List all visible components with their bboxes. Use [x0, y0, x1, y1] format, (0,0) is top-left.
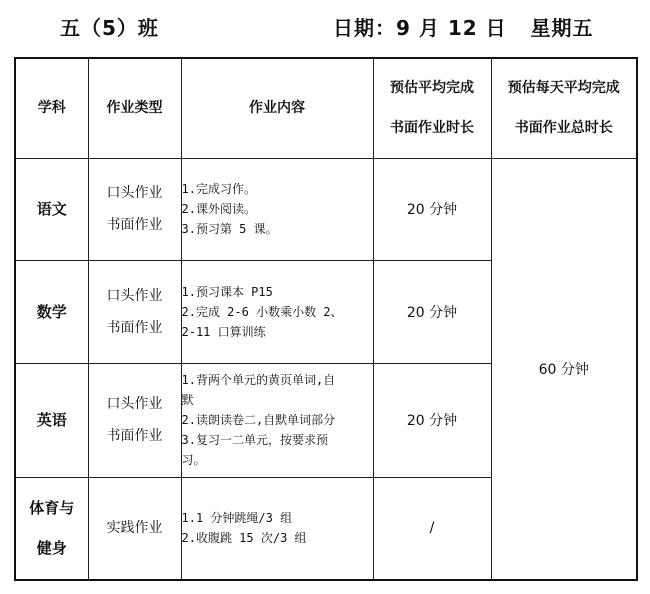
type-item: 口头作业 — [106, 396, 163, 412]
time-cell: / — [373, 477, 491, 580]
content-line: 3.预习第 5 课。 — [181, 222, 278, 236]
type-cell — [88, 477, 181, 580]
content-line: 1.背两个单元的黄页单词,自 — [181, 373, 336, 387]
time-cell: 20 分钟 — [373, 363, 491, 477]
subject-line: 体育与 — [29, 499, 75, 518]
header-type: 作业类型 — [88, 58, 181, 158]
header-content: 作业内容 — [181, 58, 373, 158]
subject-cell: 数学 — [15, 260, 88, 363]
header-daily-total-line2: 书面作业总时长 — [514, 120, 613, 137]
subject-cell — [15, 477, 88, 580]
type-cell — [88, 260, 181, 363]
content-line: 2.完成 2-6 小数乘小数 2、 — [181, 304, 343, 319]
content-line: 1.1 分钟跳绳/3 组 — [181, 511, 293, 526]
content-cell — [181, 260, 373, 363]
type-cell — [88, 363, 181, 477]
content-line: 1.完成习作。 — [181, 182, 256, 196]
header-row — [15, 58, 637, 158]
header-est-time — [373, 58, 491, 158]
content-cell — [181, 363, 373, 477]
type-item: 口头作业 — [106, 287, 163, 304]
table-row — [15, 158, 637, 260]
content-line: 2.读朗读卷二,自默单词部分 — [181, 413, 336, 427]
header-daily-total-line1: 预估每天平均完成 — [507, 80, 620, 97]
content-cell — [181, 477, 373, 580]
content-line: 2.课外阅读。 — [181, 202, 256, 216]
content-line: 默 — [181, 393, 194, 407]
daily-total-cell: 60 分钟 — [491, 158, 637, 580]
content-cell — [181, 158, 373, 260]
time-cell: 20 分钟 — [373, 260, 491, 363]
content-line: 3.复习一二单元，按要求预 — [181, 433, 328, 447]
type-item: 口头作业 — [106, 185, 163, 201]
type-item: 书面作业 — [106, 217, 163, 233]
class-title: 五（5）班 — [60, 16, 159, 40]
content-line: 1.预习课本 P15 — [181, 284, 273, 299]
content-line: 2-11 口算训练 — [181, 324, 266, 339]
subject-cell: 英语 — [15, 363, 88, 477]
header-est-time-line2: 书面作业时长 — [390, 120, 474, 137]
type-item: 书面作业 — [106, 428, 163, 444]
subject-cell: 语文 — [15, 158, 88, 260]
date-label: 日期：9 月 12 日 星期五 — [333, 16, 594, 40]
type-cell — [88, 158, 181, 260]
content-line: 2.收腹跳 15 次/3 组 — [181, 531, 307, 546]
time-cell: 20 分钟 — [373, 158, 491, 260]
homework-table — [14, 57, 638, 581]
header-est-time-line1: 预估平均完成 — [390, 80, 474, 97]
header-subject: 学科 — [15, 58, 88, 158]
type-item: 实践作业 — [106, 520, 163, 537]
content-line: 习。 — [181, 453, 206, 467]
subject-line: 健身 — [36, 539, 67, 558]
type-item: 书面作业 — [106, 319, 163, 336]
header-daily-total — [491, 58, 637, 158]
